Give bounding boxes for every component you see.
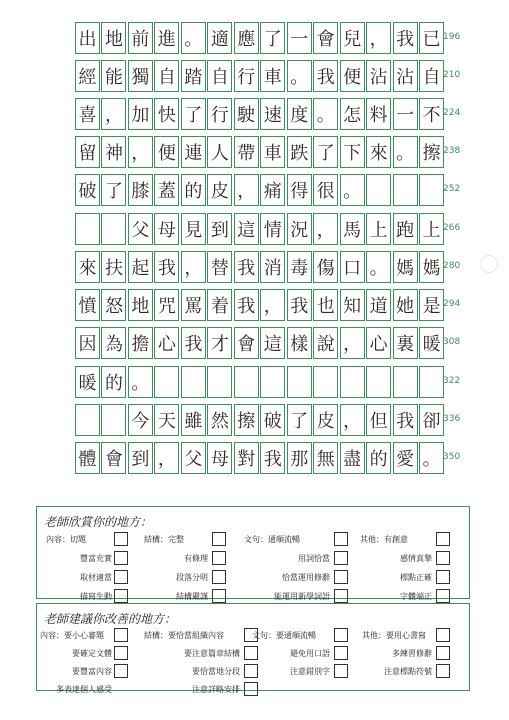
other-option: 注意標點符號 <box>384 667 432 676</box>
grid-row <box>75 174 444 206</box>
checkbox[interactable] <box>114 589 128 603</box>
grid-cell: 父 <box>128 213 153 245</box>
char-count: 294 <box>443 299 461 309</box>
grid-cell: ， <box>101 98 126 130</box>
grid-cell: 膝 <box>128 174 153 206</box>
content-option: 要確定文體 <box>72 649 112 658</box>
grid-cell: 前 <box>128 22 153 54</box>
grid-cell: 了 <box>181 98 206 130</box>
other-option: 標點正確 <box>400 573 432 582</box>
structure-label: 結構：完整 <box>144 535 184 544</box>
improvement-title: 老師建議你改善的地方： <box>44 612 177 626</box>
structure-option: 要恰當地分段 <box>192 667 240 676</box>
grid-cell: 天 <box>154 404 179 436</box>
grid-cell: 馬 <box>340 213 365 245</box>
grid-cell: 能 <box>101 60 126 92</box>
grid-cell: 。 <box>340 174 365 206</box>
grid-cell: 速 <box>260 98 285 130</box>
grid-cell: 了 <box>287 404 312 436</box>
grid-cell: 應 <box>234 22 259 54</box>
grid-row <box>75 442 444 474</box>
checkbox[interactable] <box>212 532 226 546</box>
grid-cell: 跑 <box>393 213 418 245</box>
other-option: 字體端正 <box>400 592 432 601</box>
grid-cell: 皮 <box>313 404 338 436</box>
checkbox[interactable] <box>114 646 128 660</box>
wording-label: 文句：通順流暢 <box>244 535 300 544</box>
grid-cell: 人 <box>207 136 232 168</box>
grid-cell: 盡 <box>340 442 365 474</box>
grid-cell: 駛 <box>234 98 259 130</box>
grid-row <box>75 366 444 398</box>
grid-cell: 行 <box>234 60 259 92</box>
char-count: 280 <box>443 261 461 271</box>
grid-cell: 暖 <box>75 366 100 398</box>
grid-cell: 媽 <box>393 251 418 283</box>
grid-cell: 沾 <box>393 60 418 92</box>
grid-cell: 這 <box>234 213 259 245</box>
content-option: 豐富充實 <box>80 554 112 563</box>
char-count: 266 <box>443 223 461 233</box>
grid-cell: 。 <box>366 251 391 283</box>
checkbox[interactable] <box>244 664 258 678</box>
other-option: 多練習修辭 <box>392 649 432 658</box>
grid-cell <box>75 404 100 436</box>
char-count: 196 <box>443 32 461 42</box>
grid-cell: 我 <box>234 251 259 283</box>
grid-cell: 適 <box>207 22 232 54</box>
grid-cell <box>260 366 285 398</box>
grid-cell: 。 <box>128 366 153 398</box>
grid-cell: 。 <box>393 136 418 168</box>
grid-cell: 。 <box>313 98 338 130</box>
grid-cell: 是 <box>419 289 444 321</box>
checkbox[interactable] <box>436 664 450 678</box>
appreciation-title: 老師欣賞你的地方： <box>44 515 153 529</box>
grid-cell: 着 <box>207 289 232 321</box>
checkbox[interactable] <box>436 646 450 660</box>
checkbox[interactable] <box>334 532 348 546</box>
grid-cell: 來 <box>75 251 100 283</box>
content-option: 多表達個人感受 <box>56 685 112 694</box>
grid-cell: 快 <box>154 98 179 130</box>
grid-cell: 兒 <box>340 22 365 54</box>
grid-row <box>75 98 444 130</box>
grid-cell: 到 <box>207 213 232 245</box>
grid-cell: 說 <box>313 327 338 359</box>
grid-cell: 會 <box>234 327 259 359</box>
grid-cell <box>419 366 444 398</box>
grid-cell: 愛 <box>393 442 418 474</box>
grid-cell: 對 <box>234 442 259 474</box>
wording-label: 文句：要通順流暢 <box>252 631 316 640</box>
grid-cell: 跌 <box>287 136 312 168</box>
structure-option: 結構嚴謹 <box>176 592 208 601</box>
other-label: 其他：要用心書寫 <box>362 631 426 640</box>
checkbox[interactable] <box>244 646 258 660</box>
char-count: 336 <box>443 414 461 424</box>
grid-cell: 上 <box>419 213 444 245</box>
checkbox[interactable] <box>334 589 348 603</box>
structure-option: 有條理 <box>184 554 208 563</box>
grid-cell <box>207 366 232 398</box>
grid-cell: 連 <box>181 136 206 168</box>
grid-cell: 知 <box>340 289 365 321</box>
grid-cell: 擦 <box>234 404 259 436</box>
checkbox[interactable] <box>244 682 258 696</box>
grid-cell: 暖 <box>419 327 444 359</box>
grid-cell: 母 <box>207 442 232 474</box>
grid-cell: 口 <box>340 251 365 283</box>
grid-cell: 便 <box>154 136 179 168</box>
checkbox[interactable] <box>334 551 348 565</box>
grid-cell: 況 <box>287 213 312 245</box>
other-option: 感情真摯 <box>400 554 432 563</box>
grid-cell: 料 <box>366 98 391 130</box>
structure-option: 要注意篇章結構 <box>184 649 240 658</box>
grid-cell: 體 <box>75 442 100 474</box>
grid-cell: ， <box>154 442 179 474</box>
grid-cell: 皮 <box>207 174 232 206</box>
grid-cell: 神 <box>101 136 126 168</box>
structure-option: 注意詳略安排 <box>192 685 240 694</box>
grid-cell: 不 <box>419 98 444 130</box>
grid-cell: 道 <box>366 289 391 321</box>
char-count: 210 <box>443 70 461 80</box>
grid-cell: 度 <box>287 98 312 130</box>
checkbox[interactable] <box>436 628 450 642</box>
grid-cell: 毒 <box>287 251 312 283</box>
checkbox[interactable] <box>436 551 450 565</box>
char-count: 238 <box>443 146 461 156</box>
grid-cell: 父 <box>181 442 206 474</box>
grid-cell: 樣 <box>287 327 312 359</box>
content-option: 描寫生動 <box>80 592 112 601</box>
grid-cell: 扶 <box>101 251 126 283</box>
wording-option: 恰當運用修辭 <box>282 573 330 582</box>
grid-cell <box>366 366 391 398</box>
grid-cell: 我 <box>181 327 206 359</box>
grid-cell: 媽 <box>419 251 444 283</box>
checkbox[interactable] <box>334 646 348 660</box>
checkbox[interactable] <box>334 664 348 678</box>
grid-cell: 車 <box>260 136 285 168</box>
grid-cell: 的 <box>101 366 126 398</box>
grid-cell: 上 <box>366 213 391 245</box>
grid-cell: 自 <box>154 60 179 92</box>
grid-cell <box>287 366 312 398</box>
grid-cell: 很 <box>313 174 338 206</box>
content-option: 取材適當 <box>80 573 112 582</box>
checkbox[interactable] <box>212 589 226 603</box>
grid-cell: ， <box>313 213 338 245</box>
checkbox[interactable] <box>436 570 450 584</box>
grid-cell: 地 <box>128 289 153 321</box>
grid-cell: 我 <box>313 60 338 92</box>
grid-cell: 我 <box>260 442 285 474</box>
grid-cell: 也 <box>313 289 338 321</box>
grid-cell: 便 <box>340 60 365 92</box>
char-count: 350 <box>443 452 461 462</box>
grid-cell: 留 <box>75 136 100 168</box>
grid-cell <box>393 366 418 398</box>
grid-cell: 經 <box>75 60 100 92</box>
grid-cell <box>366 174 391 206</box>
binder-hole <box>480 255 498 273</box>
grid-cell: 已 <box>419 22 444 54</box>
grid-cell: 痛 <box>260 174 285 206</box>
other-label: 其他：有創意 <box>360 535 408 544</box>
grid-cell: 進 <box>154 22 179 54</box>
grid-row <box>75 136 444 168</box>
grid-cell: 今 <box>128 404 153 436</box>
grid-row <box>75 327 444 359</box>
grid-cell <box>393 174 418 206</box>
grid-cell: ， <box>366 22 391 54</box>
grid-cell: ， <box>128 136 153 168</box>
grid-cell: 一 <box>287 22 312 54</box>
grid-cell: 怎 <box>340 98 365 130</box>
grid-cell: 了 <box>313 136 338 168</box>
grid-cell: 傷 <box>313 251 338 283</box>
grid-cell: 蓋 <box>154 174 179 206</box>
grid-cell: 出 <box>75 22 100 54</box>
grid-cell: 破 <box>75 174 100 206</box>
grid-row <box>75 289 444 321</box>
grid-cell: 。 <box>181 22 206 54</box>
grid-cell: 了 <box>101 174 126 206</box>
wording-option: 用詞恰當 <box>298 554 330 563</box>
grid-row <box>75 22 444 54</box>
grid-cell: 下 <box>340 136 365 168</box>
grid-cell: 見 <box>181 213 206 245</box>
checkbox[interactable] <box>114 532 128 546</box>
grid-cell: 了 <box>260 22 285 54</box>
grid-cell: 一 <box>393 98 418 130</box>
checkbox[interactable] <box>114 570 128 584</box>
grid-cell <box>340 366 365 398</box>
grid-cell: 為 <box>101 327 126 359</box>
grid-cell: 擔 <box>128 327 153 359</box>
grid-cell: ， <box>234 174 259 206</box>
grid-cell: 地 <box>101 22 126 54</box>
wording-option: 注意錯別字 <box>290 667 330 676</box>
grid-cell: 咒 <box>154 289 179 321</box>
grid-cell: 自 <box>207 60 232 92</box>
grid-cell: 罵 <box>181 289 206 321</box>
content-label: 內容：要小心審題 <box>40 631 104 640</box>
grid-cell: 沾 <box>366 60 391 92</box>
grid-row <box>75 60 444 92</box>
char-count: 322 <box>443 376 461 386</box>
grid-cell: ， <box>340 404 365 436</box>
grid-cell: 裏 <box>393 327 418 359</box>
checkbox[interactable] <box>114 551 128 565</box>
grid-row <box>75 251 444 283</box>
grid-cell: 起 <box>128 251 153 283</box>
grid-cell: 替 <box>207 251 232 283</box>
grid-row <box>75 213 444 245</box>
grid-cell: 但 <box>366 404 391 436</box>
grid-cell: 得 <box>287 174 312 206</box>
grid-cell: 行 <box>207 98 232 130</box>
char-count: 224 <box>443 108 461 118</box>
grid-cell: 心 <box>154 327 179 359</box>
grid-cell <box>234 366 259 398</box>
grid-cell: 來 <box>366 136 391 168</box>
checkbox[interactable] <box>212 551 226 565</box>
grid-cell: 心 <box>366 327 391 359</box>
grid-cell <box>419 174 444 206</box>
grid-cell: 加 <box>128 98 153 130</box>
grid-cell: 卻 <box>419 404 444 436</box>
grid-cell: 破 <box>260 404 285 436</box>
content-label: 內容：切題 <box>46 535 86 544</box>
wording-option: 避免用口語 <box>290 649 330 658</box>
grid-cell <box>154 366 179 398</box>
grid-cell <box>313 366 338 398</box>
grid-cell <box>101 404 126 436</box>
grid-cell: 的 <box>181 174 206 206</box>
grid-cell: ， <box>340 327 365 359</box>
grid-cell: 。 <box>419 442 444 474</box>
grid-cell: 這 <box>260 327 285 359</box>
grid-cell: 情 <box>260 213 285 245</box>
grid-cell: ， <box>260 289 285 321</box>
grid-cell <box>181 366 206 398</box>
structure-label: 結構：要恰當組織內容 <box>144 631 224 640</box>
grid-cell: 無 <box>313 442 338 474</box>
grid-cell: 消 <box>260 251 285 283</box>
checkbox[interactable] <box>334 628 348 642</box>
grid-cell: 因 <box>75 327 100 359</box>
grid-cell: 我 <box>393 404 418 436</box>
grid-cell: 踏 <box>181 60 206 92</box>
content-option: 要豐富內容 <box>72 667 112 676</box>
grid-cell: 擦 <box>419 136 444 168</box>
char-count: 308 <box>443 337 461 347</box>
checkbox[interactable] <box>436 589 450 603</box>
grid-cell <box>101 213 126 245</box>
checkbox[interactable] <box>436 532 450 546</box>
grid-cell: 才 <box>207 327 232 359</box>
char-count: 252 <box>443 184 461 194</box>
grid-cell: 車 <box>260 60 285 92</box>
grid-cell: 憤 <box>75 289 100 321</box>
grid-cell: 的 <box>366 442 391 474</box>
checkbox[interactable] <box>114 628 128 642</box>
grid-cell: 我 <box>287 289 312 321</box>
grid-cell: 喜 <box>75 98 100 130</box>
grid-cell: ， <box>181 251 206 283</box>
grid-cell: 我 <box>234 289 259 321</box>
grid-cell <box>75 213 100 245</box>
grid-row <box>75 404 444 436</box>
grid-cell: 。 <box>287 60 312 92</box>
wording-option: 能運用新學詞語 <box>274 592 330 601</box>
grid-cell: 我 <box>393 22 418 54</box>
grid-cell: 會 <box>313 22 338 54</box>
structure-option: 段落分明 <box>176 573 208 582</box>
grid-cell: 怒 <box>101 289 126 321</box>
grid-cell: 母 <box>154 213 179 245</box>
grid-cell: 然 <box>207 404 232 436</box>
grid-cell: 雖 <box>181 404 206 436</box>
grid-cell: 她 <box>393 289 418 321</box>
grid-cell: 會 <box>101 442 126 474</box>
grid-cell: 我 <box>154 251 179 283</box>
checkbox[interactable] <box>212 570 226 584</box>
grid-cell: 到 <box>128 442 153 474</box>
grid-cell: 獨 <box>128 60 153 92</box>
checkbox[interactable] <box>334 570 348 584</box>
grid-cell: 那 <box>287 442 312 474</box>
checkbox[interactable] <box>114 664 128 678</box>
grid-cell: 帶 <box>234 136 259 168</box>
grid-cell: 自 <box>419 60 444 92</box>
